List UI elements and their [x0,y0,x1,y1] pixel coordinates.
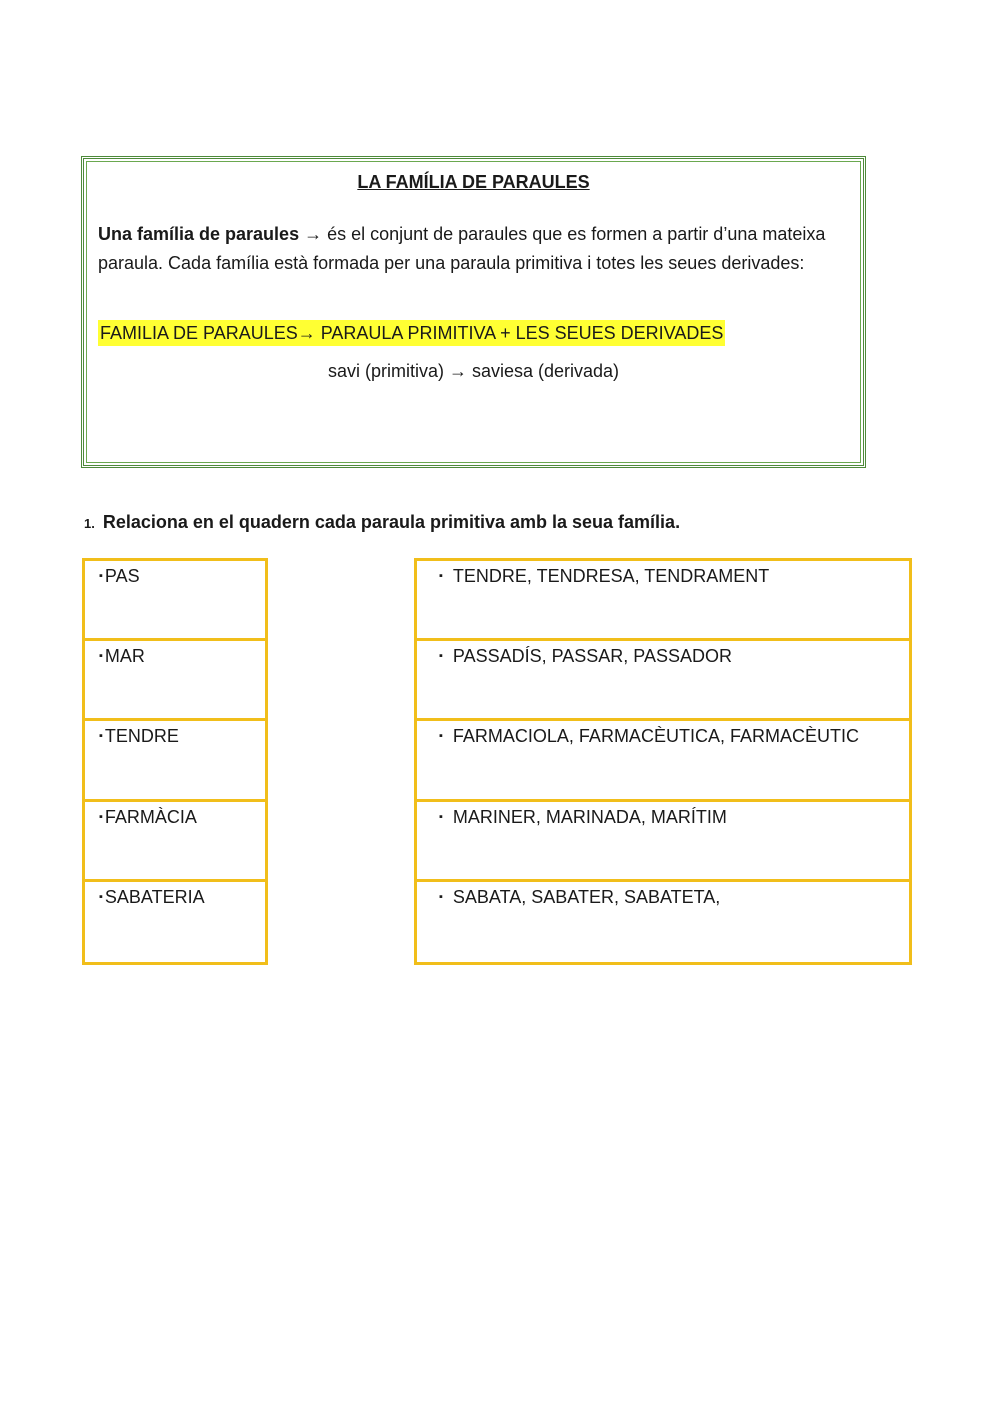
exercise-text: Relaciona en el quadern cada paraula primitiva amb la seua família. [102,512,681,532]
word-family: SABATA, SABATER, SABATETA, [452,886,721,907]
highlighted-formula: FAMILIA DE PARAULES→ PARAULA PRIMITIVA + LES SEUES DERIVADES [98,320,725,346]
word-family: FARMACIOLA, FARMACÈUTICA, FARMACÈUTIC [452,726,859,747]
word-family-cell [417,721,909,801]
exercise-number: 1. [84,516,95,531]
word-family-cell [417,641,909,721]
primitive-word-cell [85,802,265,882]
bullet-icon: ▪ [99,650,103,663]
bullet-icon: ▪ [99,810,103,823]
primitive-word: MAR [104,646,145,667]
bullet-icon: ▪ [99,730,103,743]
primitive-word: TENDRE [104,726,179,747]
word-family: PASSADÍS, PASSAR, PASSADOR [452,646,732,667]
primitive-word-cell [85,641,265,721]
bullet-icon: ▪ [439,650,443,663]
exercise-instruction [84,512,680,533]
primitive-word: SABATERIA [104,886,205,907]
word-family-cell [417,802,909,882]
definition-text: → és el conjunt de paraules que es formen a partir d’una mateixa paraula. Cada família està formada per una paraula primitiva i totes les seues derivades: [98,224,826,273]
word-family-cell [417,882,909,962]
primitive-word-cell [85,561,265,641]
primitive-word-cell [85,721,265,801]
bullet-icon: ▪ [439,730,443,743]
definition-paragraph [98,220,843,278]
definition-term: Una família de paraules [98,224,300,244]
bullet-icon: ▪ [99,890,103,903]
primitive-word: FARMÀCIA [104,806,197,827]
word-families-table [414,558,912,965]
primitive-word-cell [85,882,265,962]
theory-title: LA FAMÍLIA DE PARAULES [357,172,590,192]
primitive-words-table [82,558,268,965]
bullet-icon: ▪ [439,890,443,903]
theory-box [81,156,866,468]
bullet-icon: ▪ [439,810,443,823]
word-family: TENDRE, TENDRESA, TENDRAMENT [452,566,770,586]
word-family-cell [417,561,909,641]
word-family: MARINER, MARINADA, MARÍTIM [452,806,727,827]
example-line: savi (primitiva) → saviesa (derivada) [327,361,620,381]
bullet-icon: ▪ [99,570,103,582]
bullet-icon: ▪ [439,570,443,582]
primitive-word: PAS [104,566,140,586]
